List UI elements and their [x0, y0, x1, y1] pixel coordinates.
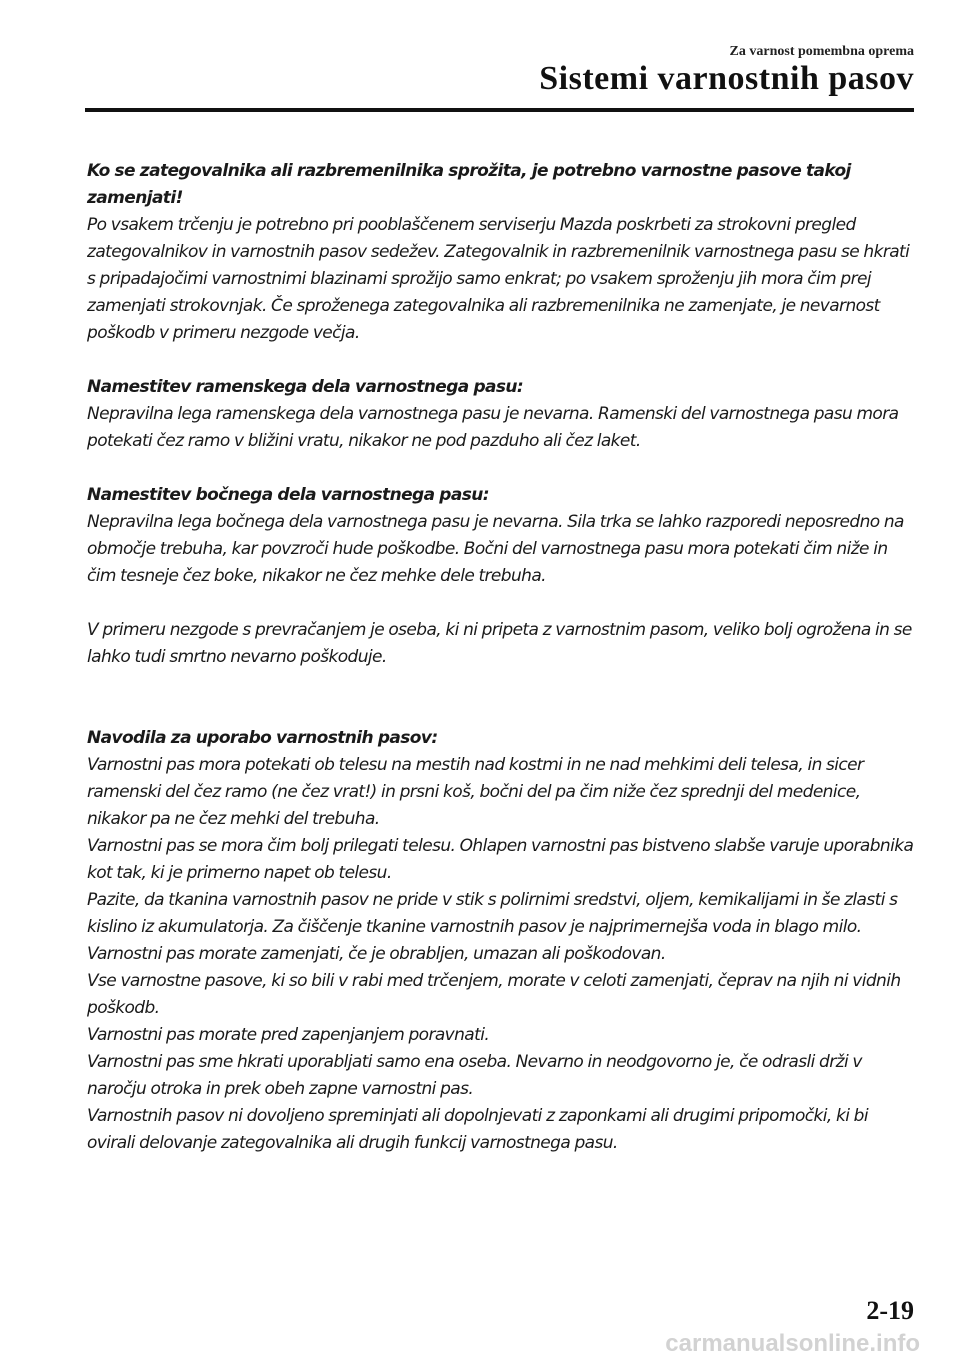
warning-paragraph: Pazite, da tkanina varnostnih pasov ne pride v stik s polirnimi sredstvi, oljem, kemikalijami in še zlasti s kislino iz akumulatorja. Za čiščenje tkanine varnostnih pasov je najprimernejša voda in blago milo. Varnostni pas morate zamenjati, če je obrabljen, umazan ali poškodovan.: [87, 890, 898, 964]
warning-heading: Ko se zategovalnika ali razbremenilnika sprožita, je potrebno varnostne pasove takoj zamenjati!: [87, 161, 851, 208]
warning-block-shoulder-belt: [87, 374, 919, 455]
warning-paragraph: Po vsakem trčenju je potrebno pri pooblaščenem serviserju Mazda poskrbeti za strokovni pregled zategovalnikov in varnostnih pasov sedežev. Zategovalnik in razbremenilnik varnostnega pasu se hkrati s pripadajočimi varnostnimi blazinami sprožijo samo enkrat; po vsakem sproženju jih mora čim prej zamenjati strokovnjak. Če sproženega zategovalnika ali razbremenilnika ne zamenjate, je nevarnost poškodb v primeru nezgode večja.: [87, 215, 910, 343]
warning-paragraph: V primeru nezgode s prevračanjem je oseba, ki ni pripeta z varnostnim pasom, veliko bolj ogrožena in se lahko tudi smrtno nevarno poškoduje.: [87, 620, 912, 667]
section-label: Za varnost pomembna oprema: [729, 44, 914, 59]
warning-paragraph: Varnostni pas mora potekati ob telesu na mestih nad kostmi in ne nad mehkimi deli telesa, in sicer ramenski del čez ramo (ne čez vrat!) in prsni koš, bočni del pa čim niže čez sprednji del medenice, nikakor pa ne čez mehki del trebuha.: [87, 755, 864, 829]
warning-block-rollover: [87, 617, 919, 671]
warning-heading: Navodila za uporabo varnostnih pasov:: [87, 728, 438, 748]
warning-block-lap-belt: [87, 482, 919, 590]
warning-content: [87, 158, 919, 1184]
warning-heading: Namestitev bočnega dela varnostnega pasu:: [87, 485, 489, 505]
warning-paragraph: Nepravilna lega bočnega dela varnostnega pasu je nevarna. Sila trka se lahko razporedi neposredno na območje trebuha, kar povzroči hude poškodbe. Bočni del varnostnega pasu mora potekati čim niže in čim tesneje čez boke, nikakor ne čez mehke dele trebuha.: [87, 512, 904, 586]
header-divider: [85, 108, 914, 112]
warning-paragraph: Nepravilna lega ramenskega dela varnostnega pasu je nevarna. Ramenski del varnostnega pasu mora potekati čez ramo v bližini vratu, nikakor ne pod pazduho ali čez laket.: [87, 404, 899, 451]
warning-paragraph: Varnostnih pasov ni dovoljeno spreminjati ali dopolnjevati z zaponkami ali drugimi pripomočki, ki bi ovirali delovanje zategovalnika ali drugih funkcij varnostnega pasu.: [87, 1106, 868, 1153]
warning-block-replace: [87, 158, 919, 347]
page-number: 2-19: [866, 1296, 914, 1325]
site-watermark: carmanualsonline.info: [665, 1330, 920, 1357]
warning-heading: Namestitev ramenskega dela varnostnega pasu:: [87, 377, 524, 397]
warning-paragraph: Varnostni pas se mora čim bolj prilegati telesu. Ohlapen varnostni pas bistveno slabše varuje uporabnika kot tak, ki je primerno napet ob telesu.: [87, 836, 914, 883]
page-title: Sistemi varnostnih pasov: [539, 60, 914, 97]
warning-paragraph: Varnostni pas sme hkrati uporabljati samo ena oseba. Nevarno in neodgovorno je, če odrasli drži v naročju otroka in prek obeh zapne varnostni pas.: [87, 1052, 862, 1099]
warning-block-usage-instructions: [87, 725, 919, 1157]
warning-paragraph: Varnostni pas morate pred zapenjanjem poravnati.: [87, 1025, 490, 1045]
warning-paragraph: Vse varnostne pasove, ki so bili v rabi med trčenjem, morate v celoti zamenjati, čeprav na njih ni vidnih poškodb.: [87, 971, 901, 1018]
